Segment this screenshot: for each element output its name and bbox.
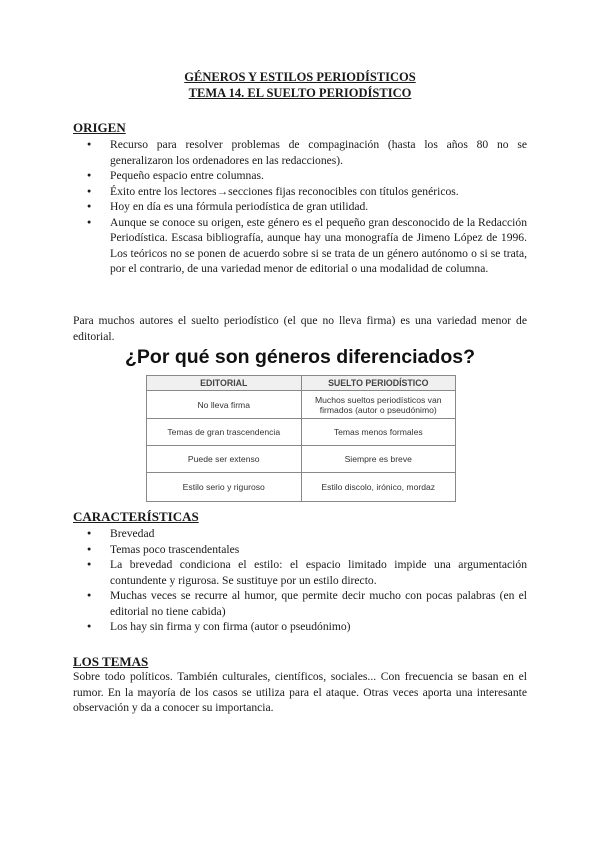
origen-list [73,137,527,277]
table-row [147,473,456,502]
section-heading-caracteristicas: CARACTERÍSTICAS [73,509,199,524]
table-header-row [147,376,456,391]
table-cell: Estilo serio y riguroso [147,473,302,502]
list-item: ● Aunque se conoce su origen, este género es el pequeño gran desconocido de la Redacción Periodística. Escasa bibliografía, aunque hay una monografía de Jimeno López de 1996. Los teóricos no se ponen de acuerdo sobre si se trata de un género autónomo o si se trata, por el contrario, de una variedad menor de editorial o una modalidad de columna. [73,215,527,277]
list-item: ● Temas poco trascendentales [73,542,527,558]
section-heading-origen: ORIGEN [73,120,126,135]
column-header-editorial: EDITORIAL [147,376,302,391]
temas-paragraph: Sobre todo políticos. También culturales, científicos, sociales... Con frecuencia se basan en el rumor. En la mayoría de los casos se utiliza para el ataque. Otras veces aporta una interesante observación y da a conocer su importancia. [73,670,527,714]
table-cell: Muchos sueltos periodísticos van firmados (autor o pseudónimo) [301,391,456,419]
list-item: ● Los hay sin firma y con firma (autor o pseudónimo) [73,619,527,635]
list-item: ● La brevedad condiciona el estilo: el espacio limitado impide una argumentación contundente y rigurosa. Se sustituye por un estilo directo. [73,557,527,588]
document-title: GÉNEROS Y ESTILOS PERIODÍSTICOS [184,70,416,84]
list-item: ● Brevedad [73,526,527,542]
table-cell: Estilo discolo, irónico, mordaz [301,473,456,502]
document-subtitle: TEMA 14. EL SUELTO PERIODÍSTICO [188,86,412,100]
caracteristicas-list [73,526,527,635]
origen-paragraph: Para muchos autores el suelto periodístico (el que no lleva firma) es una variedad menor de editorial. [73,314,527,343]
section-heading-temas: LOS TEMAS [73,654,149,669]
table-cell: Temas de gran trascendencia [147,419,302,446]
table-cell: Puede ser extenso [147,446,302,473]
table-row [147,419,456,446]
list-item: ● Recurso para resolver problemas de compaginación (hasta los años 80 no se generalizaron los ordenadores en las redacciones). [73,137,527,168]
list-item: ● Éxito entre los lectores→secciones fijas reconocibles con títulos genéricos. [73,184,527,200]
table-row [147,446,456,473]
table-row [147,391,456,419]
figure-title: ¿Por qué son géneros diferenciados? [125,346,475,368]
table-cell: Temas menos formales [301,419,456,446]
list-item: ● Pequeño espacio entre columnas. [73,168,527,184]
list-item: ● Muchas veces se recurre al humor, que permite decir mucho con pocas palabras (en el editorial no tiene cabida) [73,588,527,619]
list-item: ● Hoy en día es una fórmula periodística de gran utilidad. [73,199,527,215]
table-cell: Siempre es breve [301,446,456,473]
comparison-table [146,375,456,502]
table-cell: No lleva firma [147,391,302,419]
column-header-suelto: SUELTO PERIODÍSTICO [301,376,456,391]
